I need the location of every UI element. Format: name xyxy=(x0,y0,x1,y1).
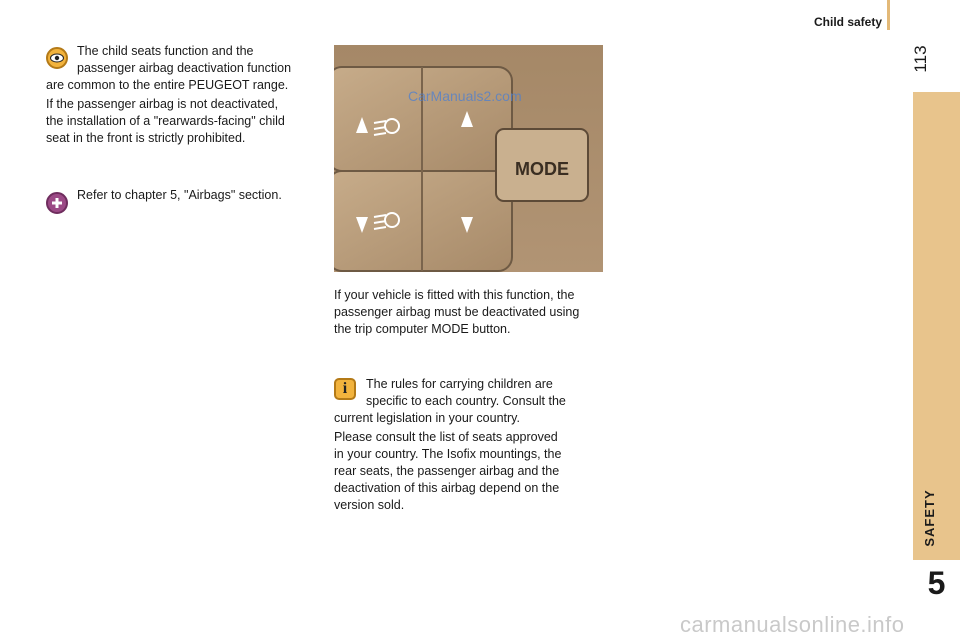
info-line-2: specific to each country. Consult the xyxy=(366,394,566,408)
info-icon xyxy=(334,378,356,400)
caption-line-1: If your vehicle is fitted with this function, the xyxy=(334,288,575,302)
photo-watermark: CarManuals2.com xyxy=(408,88,522,104)
warning-line-1: The child seats function and the xyxy=(77,44,254,58)
isofix-line-5: version sold. xyxy=(334,498,405,512)
control-panel-illustration xyxy=(334,45,603,272)
prohibition-line-1: If the passenger airbag is not deactivated, xyxy=(46,97,279,111)
chapter-number: 5 xyxy=(927,565,946,601)
mode-button-label: MODE xyxy=(515,159,569,179)
isofix-line-3: rear seats, the passenger airbag and the xyxy=(334,464,560,478)
isofix-line-2: in your country. The Isofix mountings, the xyxy=(334,447,562,461)
page-section-title: Child safety xyxy=(813,15,882,29)
warning-line-2: passenger airbag deactivation function xyxy=(77,61,292,75)
eye-glyph xyxy=(50,53,64,63)
plus-glyph xyxy=(51,197,63,209)
prohibition-line-3: seat in the front is strictly prohibited. xyxy=(46,131,246,145)
prohibition-line-2: the installation of a "rearwards-facing" child xyxy=(46,114,285,128)
info-glyph: i xyxy=(342,380,348,397)
reference-text: Refer to chapter 5, "Airbags" section. xyxy=(77,188,282,202)
eye-icon xyxy=(46,47,68,69)
caption-line-3: the trip computer MODE button. xyxy=(334,322,511,336)
info-line-1: The rules for carrying children are xyxy=(366,377,553,391)
isofix-line-1: Please consult the list of seats approved xyxy=(334,430,558,444)
isofix-line-4: deactivation of this airbag depend on the xyxy=(334,481,560,495)
footer-watermark: carmanualsonline.info xyxy=(680,612,905,637)
header-divider xyxy=(887,0,890,30)
caption-line-2: passenger airbag must be deactivated using xyxy=(334,305,580,319)
chapter-tab-label: SAFETY xyxy=(922,489,937,547)
page-number: 113 xyxy=(911,45,930,73)
plus-icon xyxy=(46,192,68,214)
info-line-3: current legislation in your country. xyxy=(334,411,520,425)
warning-line-3: are common to the entire PEUGEOT range. xyxy=(46,78,289,92)
control-panel-photo xyxy=(334,45,603,272)
